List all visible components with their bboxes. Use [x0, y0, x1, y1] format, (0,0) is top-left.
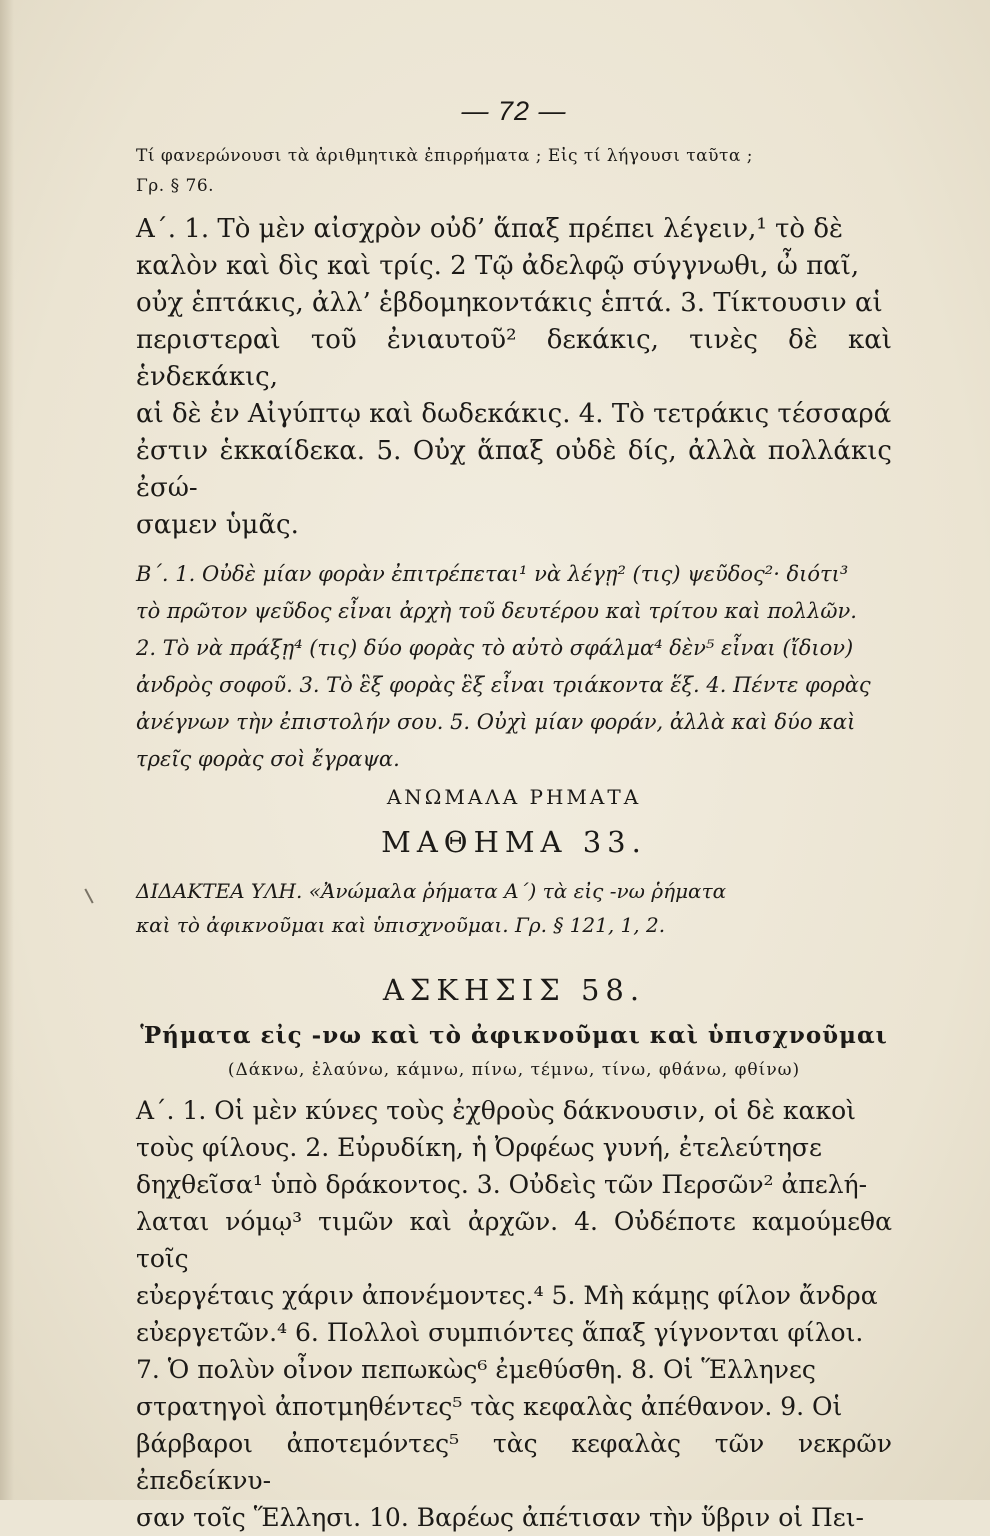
- text-line: ἀνδρὸς σοφοῦ. 3. Τὸ ἓξ φορὰς ἓξ εἶναι τριάκοντα ἕξ. 4. Πέντε φορὰς: [136, 673, 871, 697]
- exercise-58-a-paragraph: [136, 1092, 892, 1536]
- text-line: Α΄. 1. Οἱ μὲν κύνες τοὺς ἐχθροὺς δάκνουσιν, οἱ δὲ κακοὶ: [136, 1096, 856, 1125]
- page-spine-shadow: [0, 0, 14, 1500]
- text-line: εὐεργετῶν.⁴ 6. Πολλοὶ συμπιόντες ἅπαξ γίγνονται φίλοι.: [136, 1318, 864, 1347]
- text-line: ἀνέγνων τὴν ἐπιστολήν σου. 5. Οὐχὶ μίαν φοράν, ἀλλὰ καὶ δύο καὶ: [136, 710, 856, 734]
- review-question: [136, 141, 892, 201]
- text-line: καὶ τὸ ἀφικνοῦμαι καὶ ὑπισχνοῦμαι. Γρ. § 121, 1, 2.: [136, 913, 666, 937]
- text-line: καλὸν καὶ δὶς καὶ τρίς. 2 Τῷ ἀδελφῷ σύγγνωθι, ὦ παῖ,: [136, 251, 860, 281]
- margin-pencil-mark: [84, 888, 93, 903]
- text-line: 7. Ὁ πολὺν οἶνον πεπωκὼς⁶ ἐμεθύσθη. 8. Οἱ Ἕλληνες: [136, 1355, 816, 1384]
- grammar-reference: Γρ. § 76.: [136, 176, 215, 196]
- text-line: περιστεραὶ τοῦ ἐνιαυτοῦ² δεκάκις, τινὲς δὲ καὶ ἑνδεκάκις,: [136, 325, 892, 392]
- text-line: στρατηγοὶ ἀποτμηθέντες⁵ τὰς κεφαλὰς ἀπέθανον. 9. Οἱ: [136, 1392, 843, 1421]
- text-line: ΔΙΔΑΚΤΕΑ ΥΛΗ. «Ἀνώμαλα ῥήματα Α΄) τὰ εἰς -νω ῥήματα: [136, 879, 727, 903]
- text-line: σαν τοῖς Ἕλλησι. 10. Βαρέως ἀπέτισαν τὴν ὕβριν οἱ Πει-: [136, 1503, 865, 1532]
- question-line: Τί φανερώνουσι τὰ ἀριθμητικὰ ἐπιρρήματα ; Εἰς τί λήγουσι ταῦτα ;: [136, 146, 753, 166]
- teaching-material: [136, 874, 892, 942]
- text-line: βάρβαροι ἀποτεμόντες⁵ τὰς κεφαλὰς τῶν νεκρῶν ἐπεδείκνυ-: [136, 1429, 892, 1495]
- exercise-subtitle: Ῥήματα εἰς -νω καὶ τὸ ἀφικνοῦμαι καὶ ὑπισχνοῦμαι: [140, 1022, 888, 1049]
- exercise-verb-list: (Δάκνω, ἐλαύνω, κάμνω, πίνω, τέμνω, τίνω, φθάνω, φθίνω): [227, 1060, 801, 1080]
- text-line: δηχθεῖσα¹ ὑπὸ δράκοντος. 3. Οὐδεὶς τῶν Περσῶν² ἀπελή-: [136, 1170, 868, 1199]
- text-line: λαται νόμῳ³ τιμῶν καὶ ἀρχῶν. 4. Οὐδέποτε καμούμεθα τοῖς: [136, 1207, 892, 1273]
- text-line: 2. Τὸ νὰ πράξῃ⁴ (τις) δύο φορὰς τὸ αὐτὸ σφάλμα⁴ δὲν⁵ εἶναι (ἴδιον): [136, 636, 854, 660]
- text-line: εὐεργέταις χάριν ἀπονέμοντες.⁴ 5. Μὴ κάμῃς φίλον ἄνδρα: [136, 1281, 878, 1310]
- section-title: ΑΝΩΜΑΛΑ ΡΗΜΑΤΑ: [386, 785, 642, 809]
- text-line: ἐστιν ἑκκαίδεκα. 5. Οὐχ ἅπαξ οὐδὲ δίς, ἀλλὰ πολλάκις ἐσώ-: [136, 436, 892, 503]
- page-content: [136, 96, 892, 1536]
- text-line: τρεῖς φορὰς σοὶ ἔγραψα.: [136, 747, 400, 771]
- exercise-b-paragraph: [136, 556, 892, 778]
- page-number: — 72 —: [461, 96, 567, 126]
- text-line: Β΄. 1. Οὐδὲ μίαν φορὰν ἐπιτρέπεται¹ νὰ λέγῃ² (τις) ψεῦδος²· διότι³: [136, 562, 849, 586]
- exercise-a-paragraph: [136, 211, 892, 544]
- text-line: Α΄. 1. Τὸ μὲν αἰσχρὸν οὐδ’ ἅπαξ πρέπει λέγειν,¹ τὸ δὲ: [136, 214, 843, 244]
- text-line: τοὺς φίλους. 2. Εὐρυδίκη, ἡ Ὀρφέως γυνή, ἐτελεύτησε: [136, 1133, 822, 1162]
- text-line: οὐχ ἑπτάκις, ἀλλ’ ἑβδομηκοντάκις ἑπτά. 3. Τίκτουσιν αἱ: [136, 288, 883, 318]
- text-line: σαμεν ὑμᾶς.: [136, 510, 299, 540]
- text-line: τὸ πρῶτον ψεῦδος εἶναι ἀρχὴ τοῦ δευτέρου καὶ τρίτου καὶ πολλῶν.: [136, 599, 857, 623]
- lesson-title: ΜΑΘΗΜΑ 33.: [381, 825, 647, 859]
- exercise-title: ΑΣΚΗΣΙΣ 58.: [382, 973, 646, 1007]
- text-line: αἱ δὲ ἐν Αἰγύπτῳ καὶ δωδεκάκις. 4. Τὸ τετράκις τέσσαρά: [136, 399, 892, 429]
